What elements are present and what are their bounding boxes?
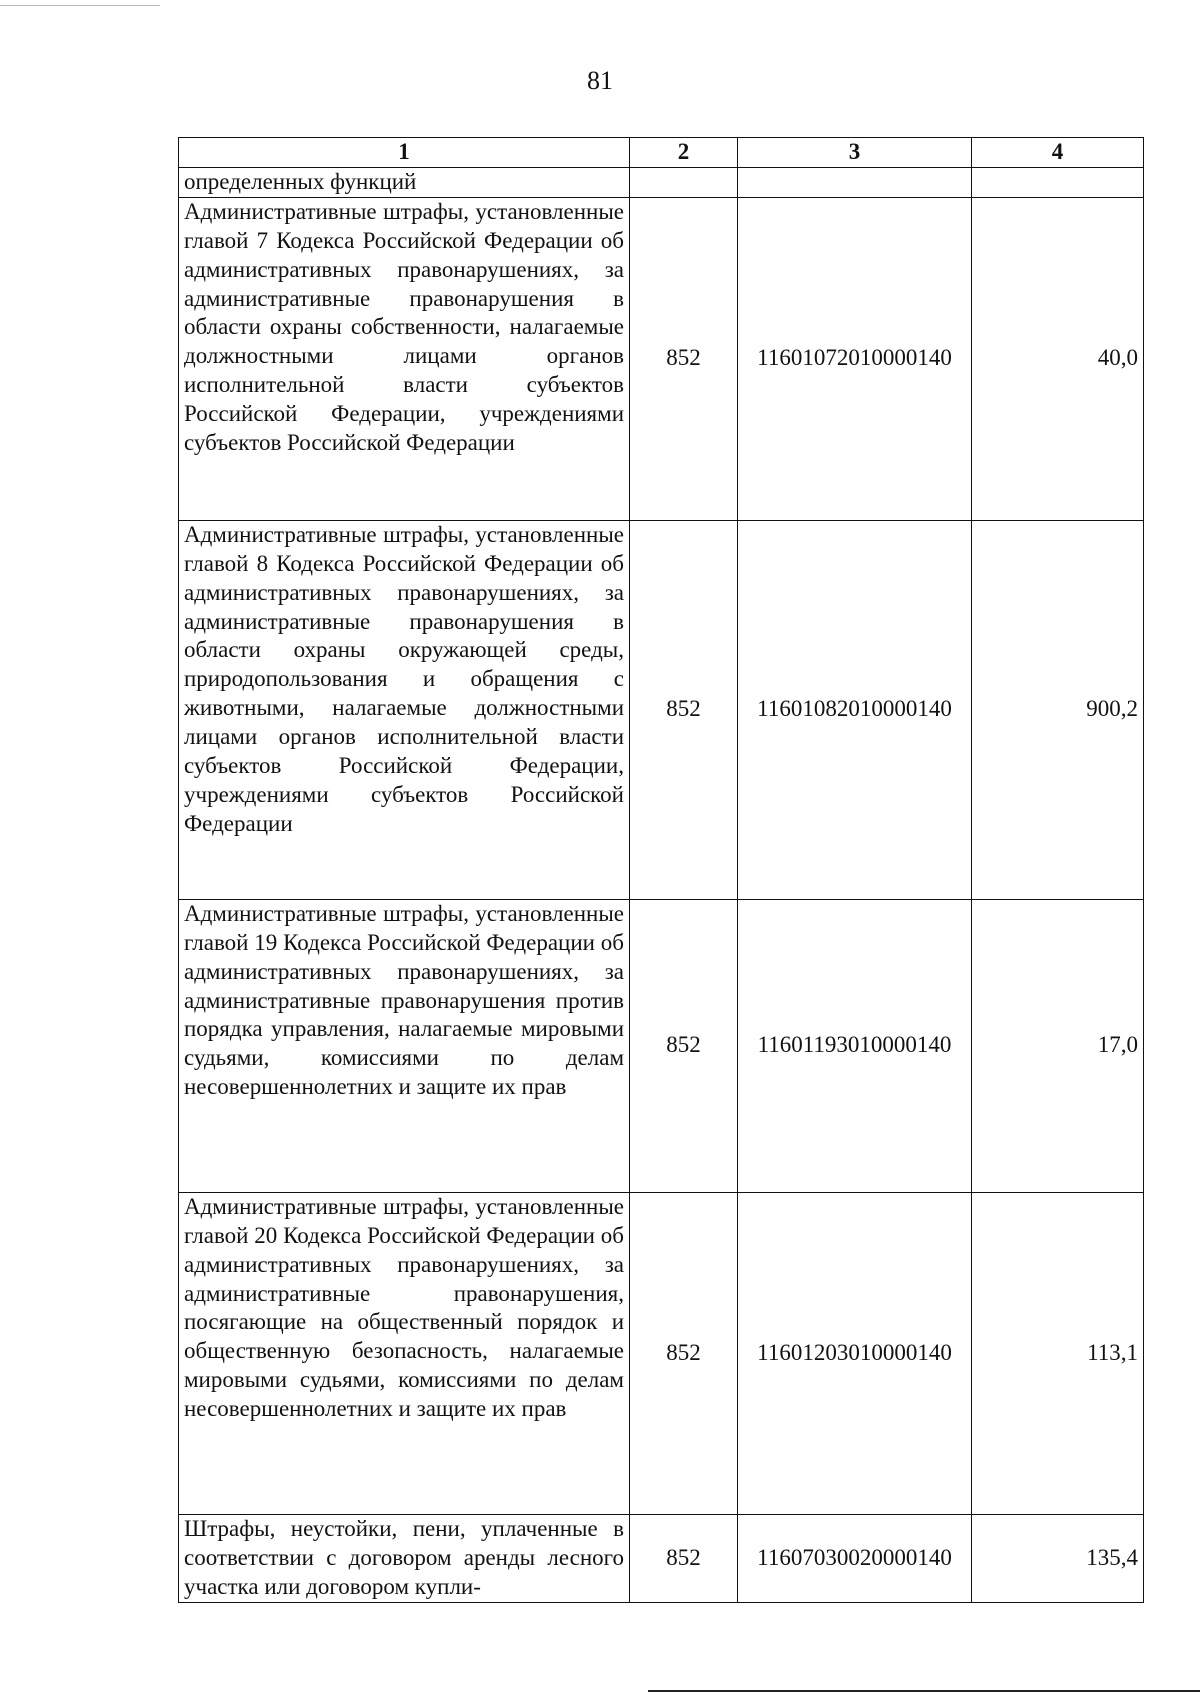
row-budget-code (738, 167, 972, 197)
scan-artifact-line (0, 5, 160, 6)
row-admin-code: 852 (630, 899, 738, 1192)
row-admin-code: 852 (630, 1192, 738, 1514)
table-row (179, 1514, 1144, 1602)
row-budget-code: 11601072010000140 (738, 197, 972, 520)
column-header-1: 1 (179, 138, 630, 168)
table-row (179, 520, 1144, 899)
row-description: Административные штрафы, установленные главой 20 Кодекса Российской Федерации об административных правонарушениях, за административные правонарушения, посягающие на общественный порядок и общественную безопасность, налагаемые мировыми судьями, комиссиями по делам несовершеннолетних и защите их прав (179, 1192, 630, 1514)
row-budget-code: 11601203010000140 (738, 1192, 972, 1514)
row-description: Административные штрафы, установленные главой 19 Кодекса Российской Федерации об административных правонарушениях, за административные правонарушения против порядка управления, налагаемые мировыми судьями, комиссиями по делам несовершеннолетних и защите их прав (179, 899, 630, 1192)
row-amount: 17,0 (972, 899, 1144, 1192)
scan-artifact-line (648, 1690, 1200, 1692)
column-header-2: 2 (630, 138, 738, 168)
table-row (179, 1192, 1144, 1514)
revenue-table (178, 137, 1144, 1603)
row-amount: 113,1 (972, 1192, 1144, 1514)
table-row (179, 167, 1144, 197)
row-admin-code (630, 167, 738, 197)
table-row (179, 197, 1144, 520)
row-description: определенных функций (179, 167, 630, 197)
row-description: Административные штрафы, установленные главой 8 Кодекса Российской Федерации об административных правонарушениях, за административные правонарушения в области охраны окружающей среды, природопользования и обращения с животными, налагаемые должностными лицами органов исполнительной власти субъектов Российской Федерации, учреждениями субъектов Российской Федерации (179, 520, 630, 899)
row-budget-code: 11601193010000140 (738, 899, 972, 1192)
row-amount: 40,0 (972, 197, 1144, 520)
table-row (179, 899, 1144, 1192)
column-header-3: 3 (738, 138, 972, 168)
row-admin-code: 852 (630, 520, 738, 899)
table-header-row (179, 138, 1144, 168)
page-number: 81 (587, 66, 613, 95)
row-amount (972, 167, 1144, 197)
row-admin-code: 852 (630, 1514, 738, 1602)
row-description: Штрафы, неустойки, пени, уплаченные в соответствии с договором аренды лесного участка или договором купли- (179, 1514, 630, 1602)
row-description: Административные штрафы, установленные главой 7 Кодекса Российской Федерации об административных правонарушениях, за административные правонарушения в области охраны собственности, налагаемые должностными лицами органов исполнительной власти субъектов Российской Федерации, учреждениями субъектов Российской Федерации (179, 197, 630, 520)
row-amount: 900,2 (972, 520, 1144, 899)
row-budget-code: 11607030020000140 (738, 1514, 972, 1602)
row-amount: 135,4 (972, 1514, 1144, 1602)
row-budget-code: 11601082010000140 (738, 520, 972, 899)
row-admin-code: 852 (630, 197, 738, 520)
column-header-4: 4 (972, 138, 1144, 168)
